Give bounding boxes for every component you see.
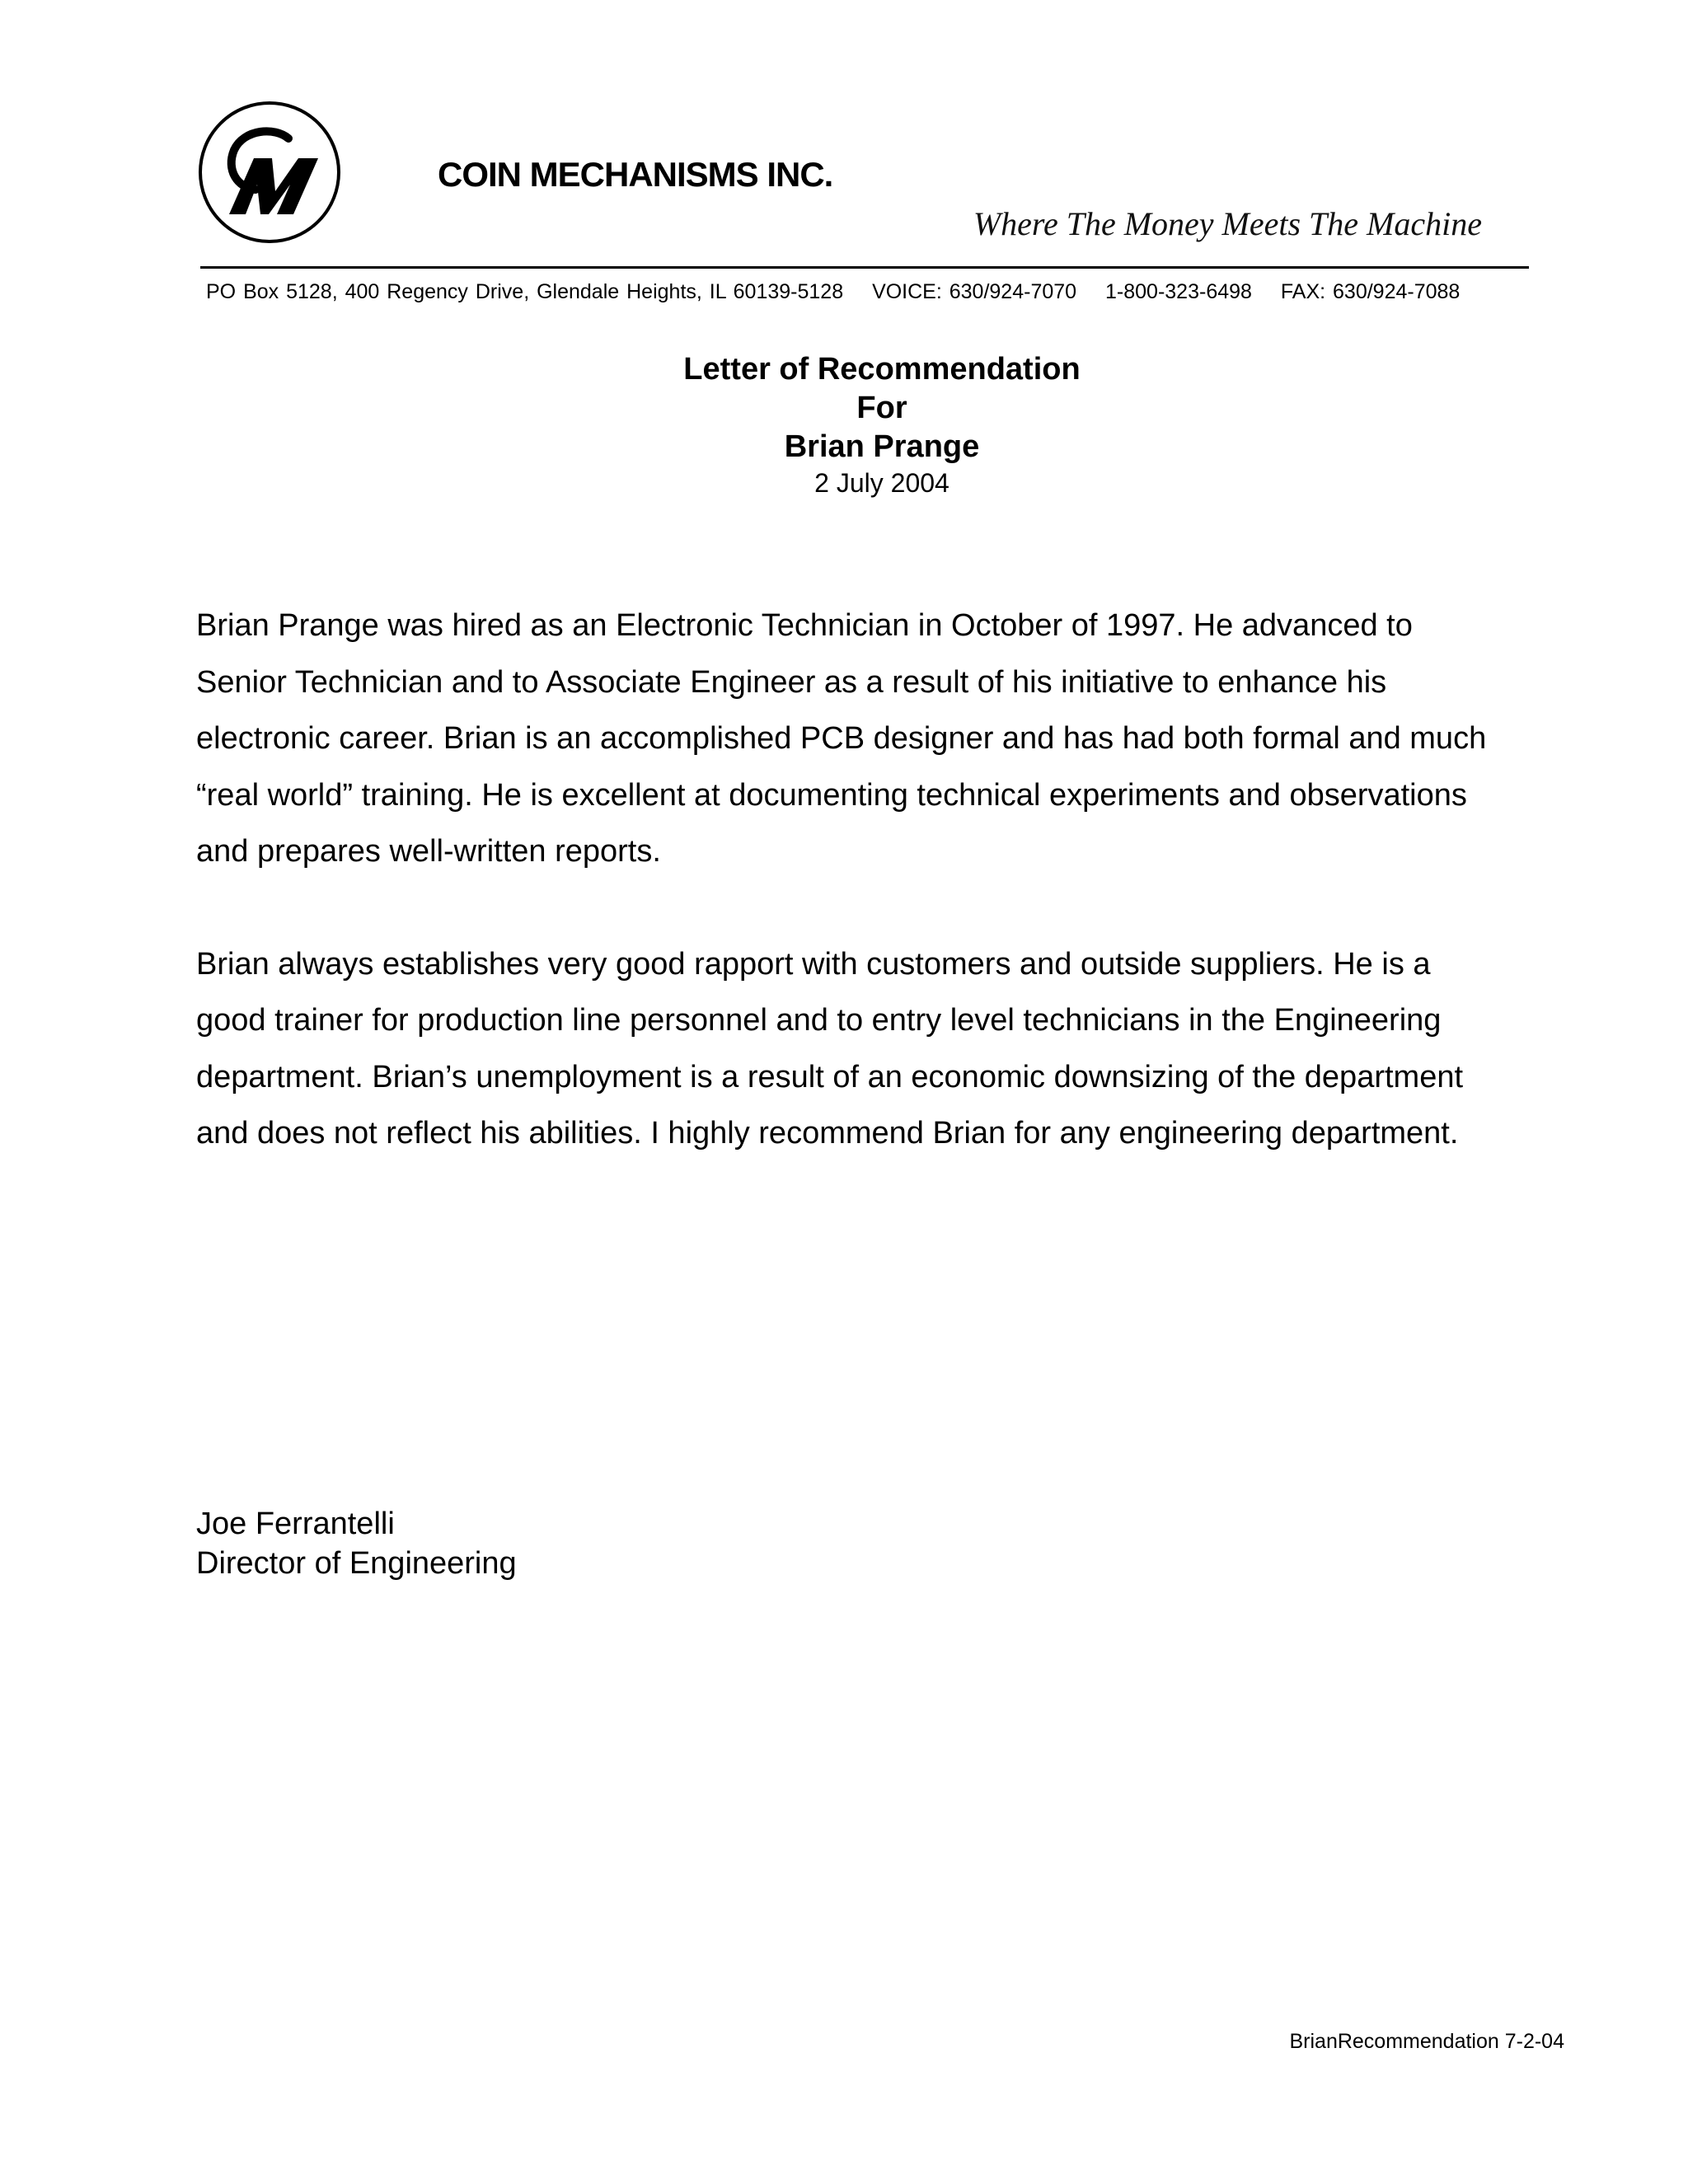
signer-name: Joe Ferrantelli xyxy=(196,1507,395,1541)
voice-phone: VOICE: 630/924-7070 xyxy=(872,280,1077,303)
fax-number: FAX: 630/924-7088 xyxy=(1280,280,1461,303)
body-paragraph-1: Brian Prange was hired as an Electronic Technician in October of 1997. He advanced to Senior Technician and to Associate Engineer as a result of his initiative to enhance his electronic career. Brian is an accomplished PCB designer and has had both formal and much “real world” training. He is excellent at documenting technical experiments and observations and prepares well-written reports. xyxy=(196,608,1487,869)
letterhead-divider xyxy=(200,266,1529,269)
letter-title-block xyxy=(0,350,1688,499)
company-tagline: Where The Money Meets The Machine xyxy=(973,205,1482,242)
letter-body xyxy=(196,598,1564,1218)
signature-block xyxy=(196,1504,517,1583)
contact-line xyxy=(206,280,1525,304)
letter-subject-name: Brian Prange xyxy=(784,429,980,464)
letter-title-for: For xyxy=(856,391,907,425)
letterhead xyxy=(196,99,1531,272)
company-name: COIN MECHANISMS INC. xyxy=(438,155,833,194)
letter-title: Letter of Recommendation xyxy=(683,352,1081,387)
postal-address: PO Box 5128, 400 Regency Drive, Glendale Heights, IL 60139-5128 xyxy=(206,280,844,303)
company-logo-icon xyxy=(196,99,343,246)
toll-free-phone: 1-800-323-6498 xyxy=(1105,280,1252,303)
letter-date: 2 July 2004 xyxy=(814,468,950,498)
body-paragraph-2: Brian always establishes very good rapport with customers and outside suppliers. He is a good trainer for production line personnel and to entry level technicians in the Engineering department. Brian’s unemployment is a result of an economic downsizing of the department and does not reflect his abilities. I highly recommend Brian for any engineering department. xyxy=(196,946,1464,1151)
document-reference: BrianRecommendation 7-2-04 xyxy=(1289,2030,1564,2053)
signer-title: Director of Engineering xyxy=(196,1546,517,1581)
